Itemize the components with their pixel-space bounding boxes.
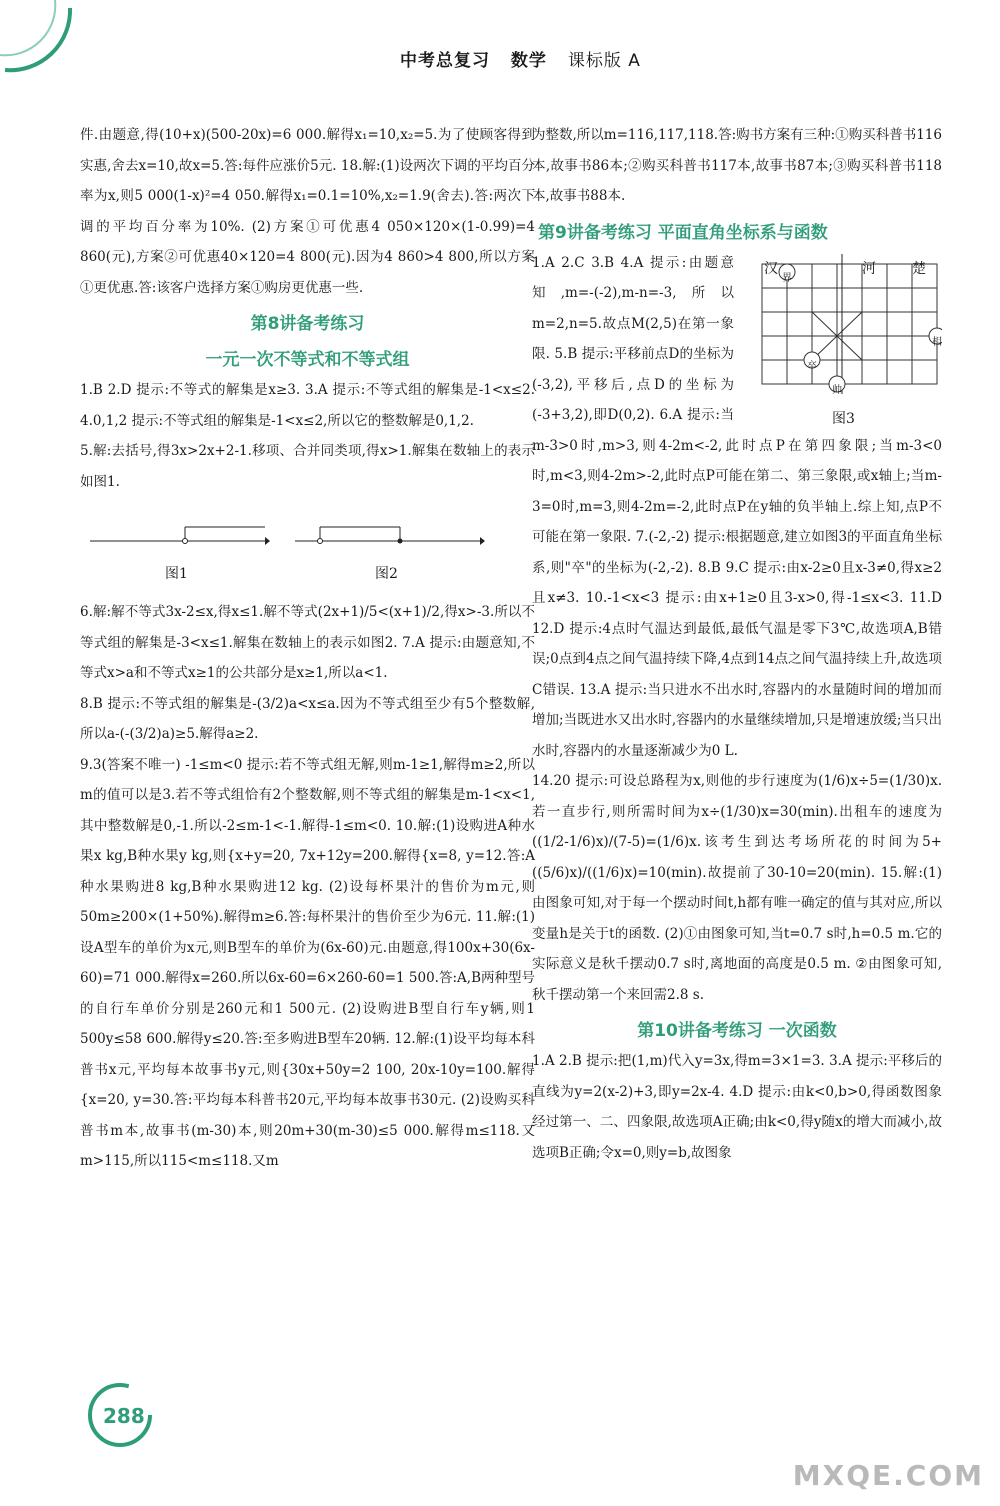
left-para-1: 件.由题意,得(10+x)(500-20x)=6 000.解得x₁=10,x₂=5.为了使顾客得到实惠,舍去x=10,故x=5.答:每件应涨价5元. 18.解:(1)设两次下调的平均百分率为x,则5 000(1-x)²=4 050.解得x₁=0.1=10%,x₂=1.9(舍去).答:两次下调的平均百分率为10%. (2)方案①可优惠4 050×120×(1-0.99)=4 860(元),方案②可优惠40×120=4 800(元).因为4 860>4 800,所以方案①更优惠.答:该客户选择方案①购房更优惠一些. (80, 127, 535, 296)
fig3-caption: 图3 (832, 410, 855, 427)
right-para-4: 1.A 2.B 提示:把(1,m)代入y=3x,得m=3×1=3. 3.A 提示:平移后的直线为y=2(x-2)+3,即y=2x-4. 4.D 提示:由k<0,b>0,得函数图象经过第一、二、四象限,故选项A正确;由k<0,得y随x的增大而减小,故选项B正确;令x=0,则y=b,故图象 (532, 1053, 942, 1161)
header-edition: 课标版 A (567, 51, 641, 71)
page-number: 288 (103, 1404, 145, 1428)
right-para-3: 14.20 提示:可设总路程为x,则他的步行速度为(1/6)x÷5=(1/30)x.若一直步行,则所需时间为x÷(1/30)x=30(min).出租车的速度为((1/2-1/6)x)/(7-5)=(1/6)x.该考生到达考场所花的时间为5+((5/6)x)/((1/6)x)=10(min).故提前了30-10=20(min). 15.解:(1)由图象可知,对于每一个摆动时间t,h都有唯一确定的值与其对应,所以变量h是关于t的函数. (2)①由图象可知,当t=0.7 s时,h=0.5 m.它的实际意义是秋千摆动0.7 s时,离地面的高度是0.5 m. ②由图象可知,秋千摆动第一个来回需2.8 s. (532, 773, 942, 1003)
chess-label-jie: 界 (782, 272, 792, 284)
chess-label-he: 河 (862, 260, 876, 277)
figure-3 (742, 254, 942, 427)
fig1-caption: 图1 (165, 566, 188, 582)
fig2-caption: 图2 (375, 566, 398, 582)
left-para-3: 5.解:去括号,得3x>2x+2-1.移项、合并同类项,得x>1.解集在数轴上的表示如图1. (80, 443, 535, 490)
header-book: 中考总复习 (400, 51, 490, 71)
left-para-2: 1.B 2.D 提示:不等式的解集是x≥3. 3.A 提示:不等式组的解集是-1<x≤2. 4.0,1,2 提示:不等式组的解集是-1<x≤2,所以它的整数解是0,1,2. (80, 382, 535, 429)
chess-label-han: 汉 (764, 260, 778, 277)
left-column (80, 120, 535, 1177)
chess-label-shuai: 帅 (832, 384, 842, 396)
left-para-5: 8.B 提示:不等式组的解集是-(3/2)a<x≤a.因为不等式组至少有5个整数解,所以a-(-(3/2)a)≥5.解得a≥2. (80, 695, 535, 742)
chess-label-zu: 卒 (807, 360, 817, 372)
section-8-subtitle: 一元一次不等式和不等式组 (205, 350, 410, 370)
page-number-badge (85, 1380, 155, 1450)
chess-label-chu: 楚 (912, 260, 926, 277)
header-title (400, 46, 655, 71)
number-line-fig2 (295, 517, 485, 557)
watermark: MXQE.COM (792, 1459, 984, 1492)
section-8-title: 第8讲备考练习 (250, 314, 365, 334)
number-line-figures (80, 497, 535, 597)
page-header (0, 0, 1000, 90)
section-9-title: 第9讲备考练习 平面直角坐标系与函数 (538, 222, 828, 243)
chess-label-xiang: 相 (932, 336, 942, 348)
right-para-1: 为整数,所以m=116,117,118.答:购书方案有三种:①购买科普书116本,故事书86本;②购买科普书117本,故事书87本;③购买科普书118本,故事书88本. (532, 127, 942, 204)
left-para-6: 9.3(答案不唯一) -1≤m<0 提示:若不等式组无解,则m-1≥1,解得m≥2,所以m的值可以是3.若不等式组恰有2个整数解,则不等式组的解集是m-1<x<1,其中整数解是0,-1.所以-2≤m-1<-1.解得-1≤m<0. 10.解:(1)设购进A种水果x kg,B种水果y kg,则{x+y=20, 7x+12y=200.解得{x=8, y=12.答:A种水果购进8 kg,B种水果购进12 kg. (2)设每杯果汁的售价为m元,则50m≥200×(1+50%).解得m≥6.答:每杯果汁的售价至少为6元. 11.解:(1)设A型车的单价为x元,则B型车的单价为(6x-60)元.由题意,得100x+30(6x-60)=71 000.解得x=260.所以6x-60=6×260-60=1 500.答:A,B两种型号的自行车单价分别是260元和1 500元. (2)设购进B型自行车y辆,则1 500y≤58 600.解得y≤20.答:至多购进B型车20辆. 12.解:(1)设平均每本科普书x元,平均每本故事书y元,则{30x+50y=2 100, 20x-10y=100.解得{x=20, y=30.答:平均每本科普书20元,平均每本故事书30元. (2)设购买科普书m本,故事书(m-30)本,则20m+30(m-30)≤5 000.解得m≤118.又m>115,所以115<m≤118.又m (80, 756, 535, 1169)
header-subject: 数学 (510, 51, 547, 71)
left-para-4: 6.解:解不等式3x-2≤x,得x≤1.解不等式(2x+1)/5<(x+1)/2,得x>-3.所以不等式组的解集是-3<x≤1.解集在数轴上的表示如图2. 7.A 提示:由题意知,不等式x>a和不等式x≥1的公共部分是x≥1,所以a<1. (80, 604, 535, 681)
number-line-fig1 (90, 517, 270, 557)
right-para-2: 1.A 2.C 3.B 4.A 提示:由题意知,m=-(-2),m-n=-3,所以m=2,n=5.故点M(2,5)在第一象限. 5.B 提示:平移前点D的坐标为(-3,2),平移后,点D的坐标为(-3+3,2),即D(0,2). 6.A 提示:当m-3>0时,m>3,则4-2m<-2,此时点P在第四象限;当m-3<0时,m<3,则4-2m>-2,此时点P可能在第二、第三象限,或x轴上;当m-3=0时,m=3,则4-2m=-2,此时点P在y轴的负半轴上.综上知,点P不可能在第一象限. 7.(-2,-2) 提示:根据题意,建立如图3的平面直角坐标系,则"卒"的坐标为(-2,-2). 8.B 9.C 提示:由x-2≥0且x-3≠0,得x≥2且x≠3. 10.-1<x<3 提示:由x+1≥0且3-x>0,得-1≤x<3. 11.D 12.D 提示:4点时气温达到最低,最低气温是零下3℃,故选项A,B错误;0点到4点之间气温持续下降,4点到14点之间气温持续上升,故选项C错误. 13.A 提示:当只进水不出水时,容器内的水量随时间的增加而增加;当既进水又出水时,容器内的水量继续增加,只是增速放缓;当只出水时,容器内的水量逐渐减少为0 L. (532, 254, 942, 759)
section-10-title: 第10讲备考练习 一次函数 (637, 1021, 837, 1041)
corner-logo-icon (0, 0, 90, 80)
right-column (532, 120, 942, 1168)
